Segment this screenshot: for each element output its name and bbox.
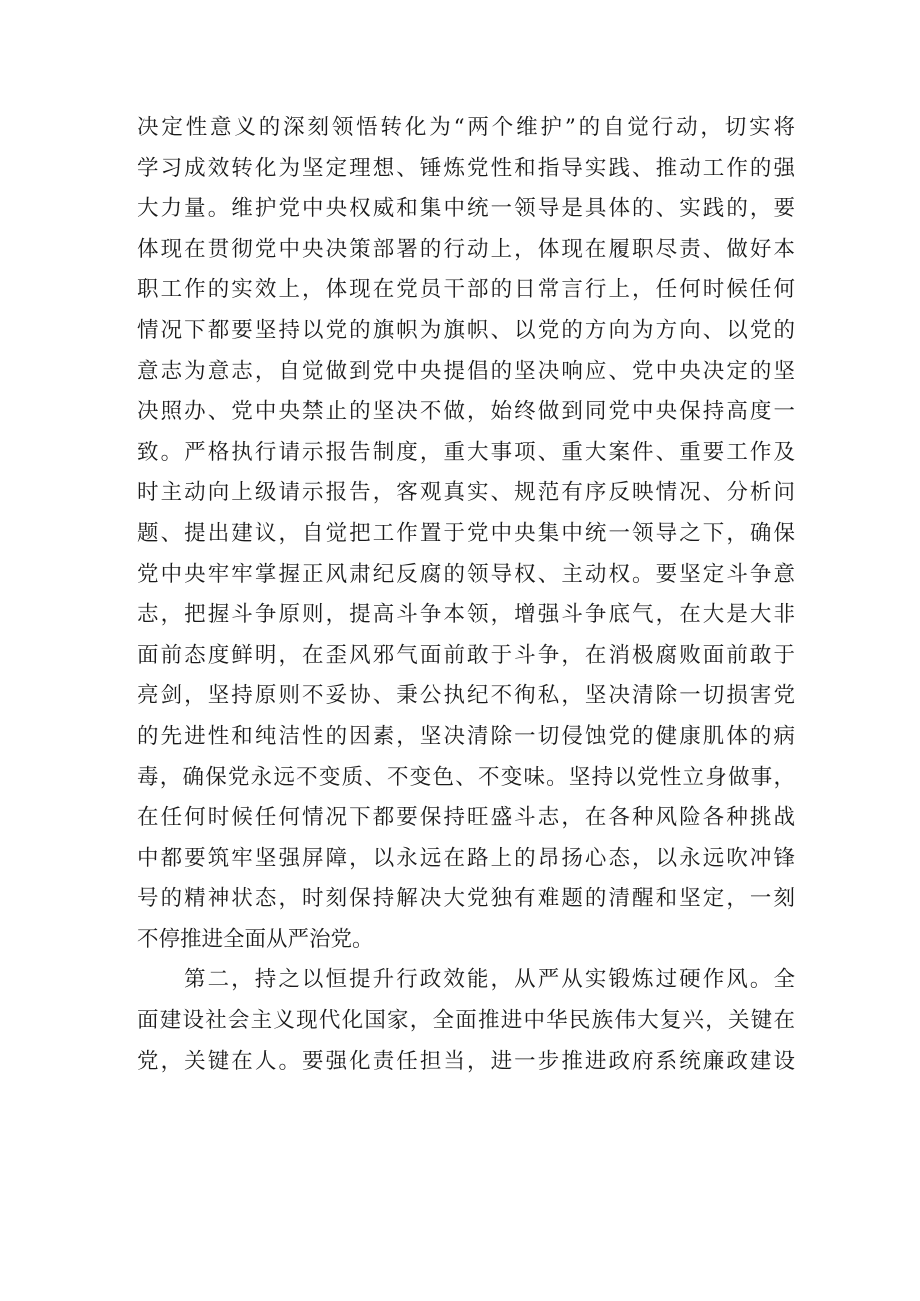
text-line: 致。严格执行请示报告制度，重大事项、重大案件、重要工作及	[137, 439, 795, 465]
text-line: 的先进性和纯洁性的因素，坚决清除一切侵蚀党的健康肌体的病	[137, 723, 795, 749]
paragraph-1	[137, 108, 795, 960]
text-line: 时主动向上级请示报告，客观真实、规范有序反映情况、分析问	[137, 480, 795, 506]
paragraph-2	[137, 960, 795, 1082]
text-line: 大力量。维护党中央权威和集中统一领导是具体的、实践的，要	[137, 196, 795, 222]
text-line: 决照办、党中央禁止的坚决不做，始终做到同党中央保持高度一	[137, 399, 795, 425]
text-line: 面建设社会主义现代化国家，全面推进中华民族伟大复兴，关键在	[137, 1008, 795, 1034]
text-line: 中都要筑牢坚强屏障，以永远在路上的昂扬心态，以永远吹冲锋	[137, 845, 795, 871]
text-line: 党，关键在人。要强化责任担当，进一步推进政府系统廉政建设	[137, 1048, 795, 1074]
text-line: 号的精神状态，时刻保持解决大党独有难题的清醒和坚定，一刻	[137, 886, 795, 912]
text-line: 体现在贯彻党中央决策部署的行动上，体现在履职尽责、做好本	[137, 236, 795, 262]
text-line: 不停推进全面从严治党。	[137, 926, 374, 952]
text-line: 面前态度鲜明，在歪风邪气面前敢于斗争，在消极腐败面前敢于	[137, 642, 795, 668]
text-line: 学习成效转化为坚定理想、锤炼党性和指导实践、推动工作的强	[137, 155, 795, 181]
text-line: 第二，持之以恒提升行政效能，从严从实锻炼过硬作风。全	[184, 967, 795, 993]
text-line: 在任何时候任何情况下都要保持旺盛斗志，在各种风险各种挑战	[137, 805, 795, 831]
text-line: 志，把握斗争原则，提高斗争本领，增强斗争底气，在大是大非	[137, 602, 795, 628]
text-line: 意志为意志，自觉做到党中央提倡的坚决响应、党中央决定的坚	[137, 358, 795, 384]
text-line: 决定性意义的深刻领悟转化为“两个维护”的自觉行动，切实将	[137, 115, 795, 140]
text-line: 毒，确保党永远不变质、不变色、不变味。坚持以党性立身做事，	[137, 764, 795, 790]
text-line: 党中央牢牢掌握正风肃纪反腐的领导权、主动权。要坚定斗争意	[137, 561, 795, 587]
text-line: 题、提出建议，自觉把工作置于党中央集中统一领导之下，确保	[137, 520, 795, 546]
text-line: 亮剑，坚持原则不妥协、秉公执纪不徇私，坚决清除一切损害党	[137, 683, 795, 709]
text-line: 职工作的实效上，体现在党员干部的日常言行上，任何时候任何	[137, 277, 795, 303]
text-line: 情况下都要坚持以党的旗帜为旗帜、以党的方向为方向、以党的	[137, 317, 795, 343]
body-text	[137, 108, 795, 1082]
